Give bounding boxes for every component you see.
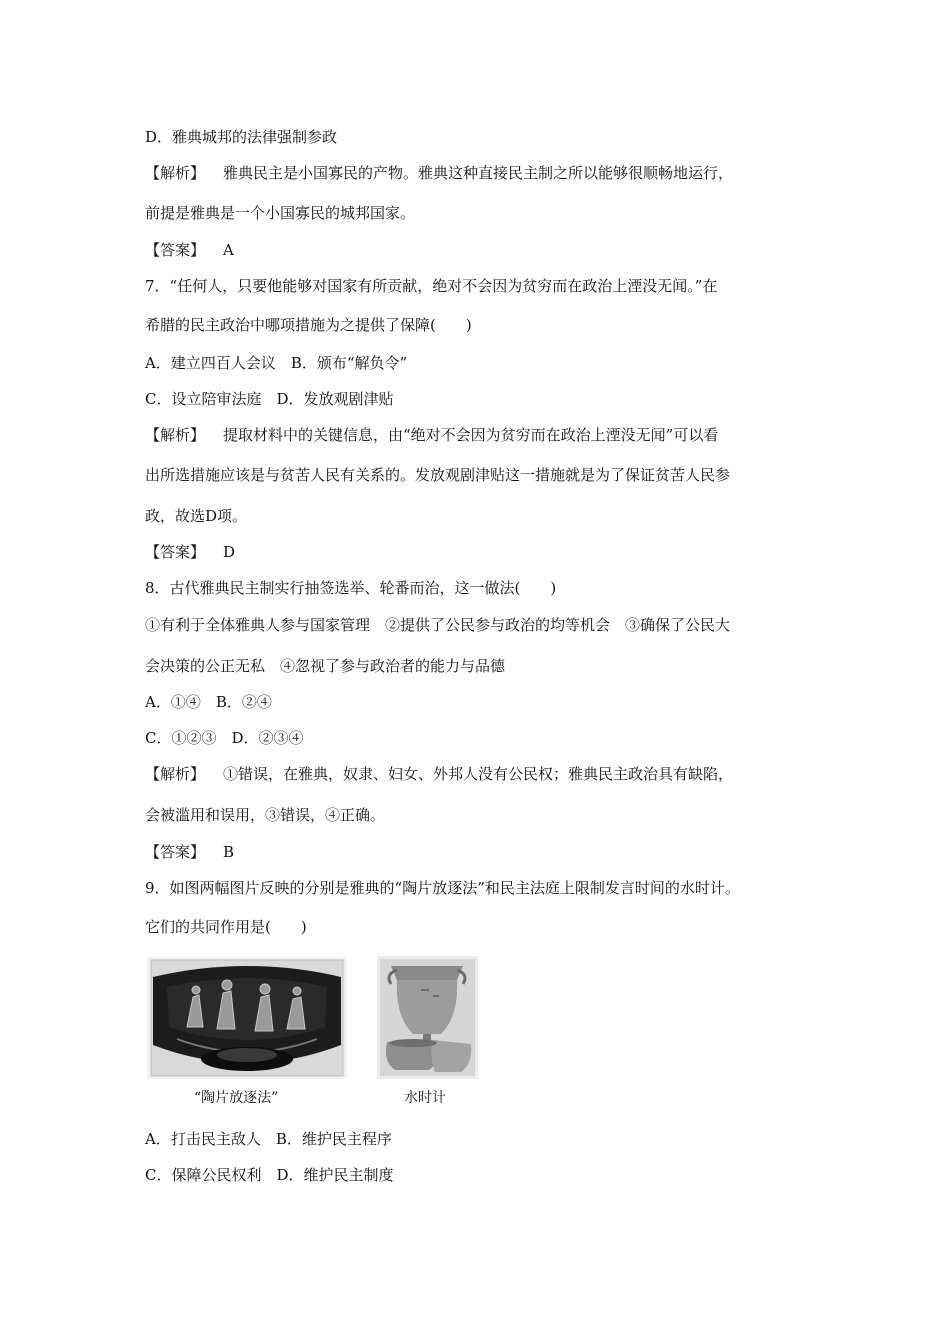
q8-statements-line-2: 会决策的公正无私 ④忽视了参与政治者的能力与品德 — [145, 657, 506, 675]
q7-stem-line-1: 7．“任何人，只要他能够对国家有所贡献，绝对不会因为贫穷而在政治上湮没无闻。”在 — [145, 277, 718, 295]
water-clock-image — [377, 956, 478, 1079]
q7-analysis-line-1 — [145, 425, 718, 445]
analysis-text: ①错误，在雅典，奴隶、妇女、外邦人没有公民权；雅典民主政治具有缺陷， — [223, 765, 734, 783]
q7-options-line-2: C．设立陪审法庭 D．发放观剧津贴 — [145, 390, 394, 408]
q8-answer — [145, 842, 234, 862]
q7-stem-line-2: 希腊的民主政治中哪项措施为之提供了保障( ) — [145, 316, 472, 334]
q8-options-line-2: C．①②③ D．②③④ — [145, 729, 304, 747]
figure-2-caption: 水时计 — [404, 1090, 446, 1106]
q8-options-line-1: A．①④ B．②④ — [145, 693, 272, 711]
q7-analysis-line-3: 政，故选D项。 — [145, 507, 248, 525]
figure-1-caption: “陶片放逐法” — [194, 1090, 279, 1106]
q7-analysis-line-2: 出所选措施应该是与贫苦人民有关系的。发放观剧津贴这一措施就是为了保证贫苦人民参 — [145, 466, 731, 484]
q8-statements-line-1: ①有利于全体雅典人参与国家管理 ②提供了公民参与政治的均等机会 ③确保了公民大 — [145, 616, 731, 634]
answer-value: D — [223, 543, 236, 561]
q9-stem-line-1: 9．如图两幅图片反映的分别是雅典的“陶片放逐法”和民主法庭上限制发言时间的水时计。 — [145, 879, 740, 897]
q8-stem: 8．古代雅典民主制实行抽签选举、轮番而治，这一做法( ) — [145, 579, 557, 597]
q8-analysis-line-1 — [145, 764, 733, 784]
analysis-label: 【解析】 — [145, 426, 206, 444]
answer-value: A — [223, 241, 234, 259]
answer-label: 【答案】 — [145, 241, 206, 259]
answer-label: 【答案】 — [145, 543, 206, 561]
q7-options-line-1: A．建立四百人会议 B．颁布“解负令” — [145, 354, 408, 372]
answer-value: B — [223, 843, 235, 861]
pottery-ostracism-image — [147, 957, 347, 1079]
analysis-label: 【解析】 — [145, 164, 206, 182]
q6-option-d: D．雅典城邦的法律强制参政 — [145, 128, 338, 146]
analysis-label: 【解析】 — [145, 765, 206, 783]
q6-analysis-line-2: 前提是雅典是一个小国寡民的城邦国家。 — [145, 204, 416, 222]
q7-answer — [145, 542, 235, 562]
q6-answer — [145, 240, 234, 260]
q9-stem-line-2: 它们的共同作用是( ) — [145, 918, 307, 936]
q6-analysis-line-1 — [145, 163, 733, 183]
q9-options-line-2: C．保障公民权利 D．维护民主制度 — [145, 1166, 394, 1184]
q9-options-line-1: A．打击民主敌人 B．维护民主程序 — [145, 1130, 392, 1148]
q8-analysis-line-2: 会被滥用和误用，③错误，④正确。 — [145, 806, 386, 824]
answer-label: 【答案】 — [145, 843, 206, 861]
analysis-text: 提取材料中的关键信息，由“绝对不会因为贫穷而在政治上湮没无闻”可以看 — [223, 426, 719, 444]
analysis-text: 雅典民主是小国寡民的产物。雅典这种直接民主制之所以能够很顺畅地运行， — [223, 164, 734, 182]
